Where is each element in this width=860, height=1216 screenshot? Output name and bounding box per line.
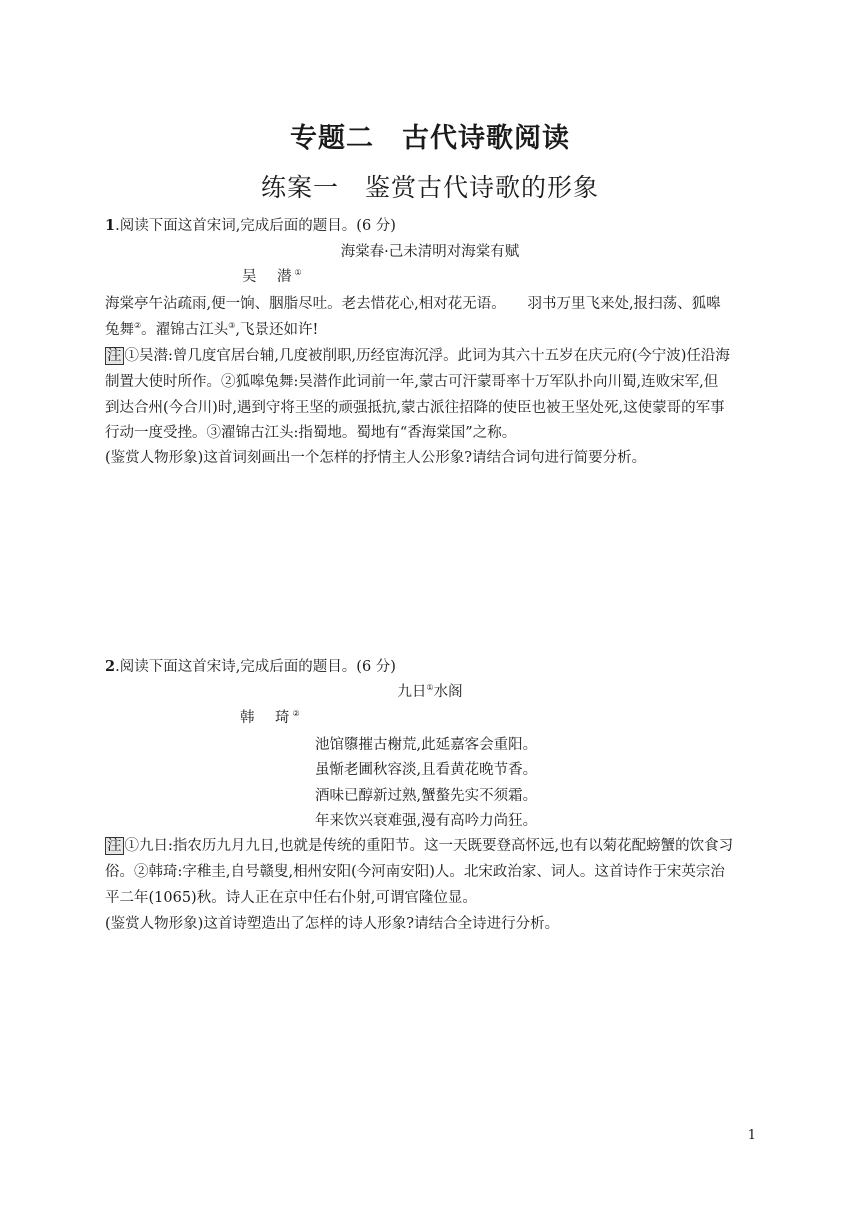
- q2-note-2: 俗。②韩琦:字稚圭,自号赣叟,相州安阳(今河南安阳)人。北宋政治家、词人。这首诗作于宋英宗治: [105, 864, 725, 880]
- q1-note-3: 到达合州(今合川)时,遇到守将王坚的顽强抵抗,蒙古派往招降的使臣也被王坚处死,这使蒙哥的军事: [105, 400, 725, 416]
- q1-number: 1: [105, 217, 116, 234]
- q2-note-text-1: ①九日:指农历九月九日,也就是传统的重阳节。这一天既要登高怀远,也有以菊花配螃蟹的饮食习: [124, 838, 734, 854]
- q2-verse-1: 池馆隳摧古榭荒,此延嘉客会重阳。: [315, 737, 538, 753]
- q1-line2-c: ,飞景还如许!: [235, 322, 319, 338]
- page-subtitle: 练案一 鉴赏古代诗歌的形象: [260, 173, 599, 202]
- q2-note-3: 平二年(1065)秋。诗人正在京中任右仆射,可谓官隆位显。: [105, 890, 477, 906]
- q2-prompt: [105, 655, 396, 676]
- q2-author-mark: ②: [292, 709, 300, 719]
- q1-line2-mark2: ③: [228, 321, 236, 331]
- q1-line2-mark1: ②: [134, 321, 142, 331]
- q1-author-mark: ①: [294, 268, 302, 278]
- q1-line2-a: 兔舞: [105, 322, 134, 338]
- q2-poem-title: [0, 680, 860, 701]
- q2-poem-title-a: 九日: [397, 684, 427, 700]
- q2-author: [240, 706, 300, 727]
- q2-verse-3: 酒味已醇新过熟,蟹螯先实不须霜。: [315, 788, 538, 804]
- q1-author: [242, 265, 302, 286]
- q1-poem-title: 海棠春·己未清明对海棠有赋: [340, 244, 520, 260]
- q1-note-4: 行动一度受挫。③濯锦古江头:指蜀地。蜀地有“香海棠国”之称。: [105, 425, 517, 441]
- q2-prompt-text: .阅读下面这首宋诗,完成后面的题目。(6 分): [115, 659, 396, 675]
- q1-prompt-text: .阅读下面这首宋词,完成后面的题目。(6 分): [115, 218, 396, 234]
- q2-verse-4: 年来饮兴衰难强,漫有高吟力尚狂。: [315, 813, 538, 829]
- q1-note-label: 注: [107, 348, 122, 364]
- q1-poem-line-1: 海棠亭午沾疏雨,便一饷、胭脂尽吐。老去惜花心,相对花无语。 羽书万里飞来处,报扫荡、狐嗥: [105, 296, 721, 312]
- q1-author-name: 吴 潜: [242, 269, 295, 285]
- q2-question: (鉴赏人物形象)这首诗塑造出了怎样的诗人形象?请结合全诗进行分析。: [105, 916, 560, 932]
- q2-author-name: 韩 琦: [240, 710, 293, 726]
- q1-question: (鉴赏人物形象)这首词刻画出一个怎样的抒情主人公形象?请结合词句进行简要分析。: [105, 450, 647, 466]
- q1-line2-b: 。濯锦古江头: [141, 322, 229, 338]
- q2-verse-2: 虽惭老圃秋容淡,且看黄花晚节香。: [315, 762, 538, 778]
- q2-number: 2: [105, 658, 116, 675]
- q1-prompt: [105, 214, 396, 235]
- q2-note-1: [105, 834, 733, 855]
- q1-note-text-1: ①吴潜:曾几度官居台辅,几度被削职,历经宦海沉浮。此词为其六十五岁在庆元府(今宁波)任沿海: [124, 348, 730, 364]
- q2-poem-title-mark: ①: [426, 683, 434, 693]
- q1-note-1: [105, 344, 730, 365]
- q1-poem-line-2: [105, 318, 318, 339]
- page-title: 专题二 古代诗歌阅读: [290, 123, 570, 154]
- q2-note-label: 注: [107, 838, 122, 854]
- q1-note-2: 制置大使时所作。②狐嗥兔舞:吴潜作此词前一年,蒙古可汗蒙哥率十万军队扑向川蜀,连败宋军,但: [105, 374, 719, 390]
- q2-poem-title-b: 水阁: [433, 684, 463, 700]
- page-number: 1: [747, 1128, 756, 1143]
